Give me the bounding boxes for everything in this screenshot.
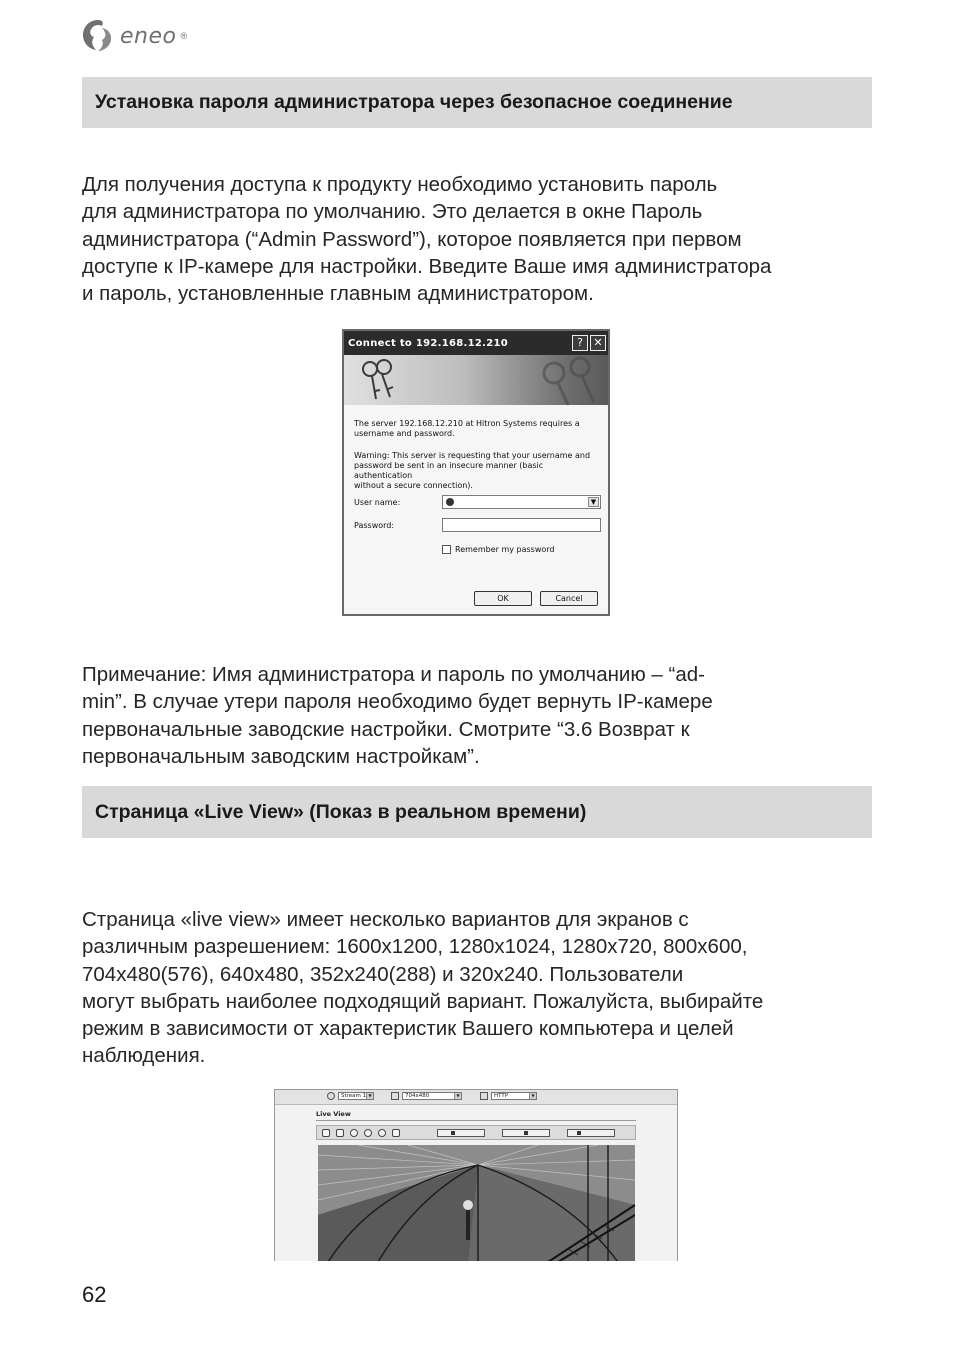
logo-wordmark: eneo — [120, 23, 177, 49]
message-line: The server 192.168.12.210 at Hitron Systems requires a — [354, 419, 580, 428]
volume-slider[interactable] — [437, 1129, 485, 1137]
ok-button[interactable]: OK — [474, 591, 532, 606]
dialog-body — [344, 405, 608, 614]
remember-checkbox[interactable] — [442, 545, 451, 554]
paragraph-line: доступе к IP-камере для настройки. Введите Ваше имя администратора — [82, 254, 772, 278]
eneo-logo-mark-icon — [80, 18, 116, 54]
monitor-icon — [391, 1092, 399, 1100]
zoom-in-icon[interactable] — [364, 1129, 372, 1137]
paragraph-line: Страница «live view» имеет несколько вариантов для экранов с — [82, 908, 689, 931]
warning-line: Warning: This server is requesting that your username and — [354, 451, 591, 460]
warning-line: password be sent in an insecure manner (basic authentication — [354, 461, 544, 480]
slider-knob[interactable] — [451, 1131, 455, 1135]
dialog-title: Connect to 192.168.12.210 — [348, 337, 508, 349]
chevron-down-icon[interactable]: ▼ — [588, 497, 599, 507]
username-label: User name: — [354, 498, 401, 507]
warning-message — [354, 451, 602, 491]
eneo-logo — [80, 18, 187, 54]
warning-line: without a secure connection). — [354, 481, 473, 490]
slider-knob[interactable] — [577, 1131, 581, 1135]
contrast-slider[interactable] — [502, 1129, 550, 1137]
chevron-down-icon: ▼ — [454, 1093, 461, 1099]
live-view-topbar — [275, 1090, 677, 1105]
password-label: Password: — [354, 521, 395, 530]
note-line: первоначальные заводские настройки. Смотрите “3.6 Возврат к — [82, 717, 690, 741]
paragraph-line: различным разрешением: 1600x1200, 1280x1024, 1280x720, 800x600, — [82, 935, 748, 959]
live-view-paragraph — [82, 906, 882, 1070]
section-heading-text: Установка пароля администратора через безопасное соединение — [95, 91, 733, 113]
record-icon[interactable] — [392, 1129, 400, 1137]
snapshot-icon[interactable] — [350, 1129, 358, 1137]
login-dialog-screenshot — [342, 329, 610, 616]
section-heading-admin-password — [82, 77, 872, 128]
cancel-button[interactable]: Cancel — [540, 591, 598, 606]
server-message — [354, 419, 602, 439]
paragraph-line: и пароль, установленные главным администратором. — [82, 282, 594, 306]
zoom-out-icon[interactable] — [378, 1129, 386, 1137]
resolution-select-value: 704x480 — [405, 1093, 430, 1099]
user-icon — [446, 498, 454, 506]
username-field[interactable] — [442, 495, 601, 509]
chevron-down-icon: ▼ — [366, 1093, 373, 1099]
keys-icon — [344, 355, 608, 405]
paragraph-line: могут выбрать наиболее подходящий вариант. Пожалуйста, выбирайте — [82, 989, 764, 1013]
live-view-screenshot — [274, 1089, 678, 1261]
stream-icon — [327, 1092, 335, 1100]
network-icon — [480, 1092, 488, 1100]
video-frame-image — [318, 1145, 635, 1261]
stream-select-value: Stream 1 — [341, 1093, 367, 1099]
protocol-select[interactable] — [491, 1092, 537, 1100]
brightness-slider[interactable] — [567, 1129, 615, 1137]
logo-registered-mark: ® — [180, 31, 188, 41]
note-paragraph — [82, 661, 882, 770]
help-button[interactable]: ? — [572, 335, 588, 351]
dialog-banner — [344, 355, 608, 405]
note-line: Примечание: Имя администратора и пароль по умолчанию – “ad- — [82, 663, 705, 686]
paragraph-line: режим в зависимости от характеристик Вашего компьютера и целей — [82, 1017, 734, 1041]
paragraph-line: наблюдения. — [82, 1044, 206, 1068]
dialog-titlebar — [344, 331, 608, 355]
stream-select[interactable] — [338, 1092, 374, 1100]
title-divider — [316, 1120, 636, 1121]
close-button[interactable]: ✕ — [590, 335, 606, 351]
resolution-select[interactable] — [402, 1092, 462, 1100]
intro-paragraph — [82, 171, 882, 307]
note-line: min”. В случае утери пароля необходимо будет вернуть IP-камере — [82, 690, 713, 714]
paragraph-line: Для получения доступа к продукту необходимо установить пароль — [82, 173, 718, 196]
paragraph-line: для администратора по умолчанию. Это делается в окне Пароль — [82, 200, 703, 224]
paragraph-line: 704x480(576), 640x480, 352x240(288) и 320x240. Пользователи — [82, 962, 684, 986]
note-line: первоначальным заводским настройкам”. — [82, 744, 480, 768]
protocol-select-value: HTTP — [494, 1093, 509, 1099]
password-field[interactable] — [442, 518, 601, 532]
play-icon[interactable] — [322, 1129, 330, 1137]
page-number: 62 — [82, 1282, 107, 1307]
section-heading-text: Страница «Live View» (Показ в реальном времени) — [95, 800, 587, 823]
camera-video-feed — [318, 1145, 635, 1261]
slider-knob[interactable] — [524, 1131, 528, 1135]
paragraph-line: администратора (“Admin Password”), которое появляется при первом — [82, 227, 742, 251]
live-view-title: Live View — [316, 1110, 351, 1118]
stop-icon[interactable] — [336, 1129, 344, 1137]
remember-label: Remember my password — [455, 545, 555, 554]
control-bar — [316, 1125, 636, 1140]
message-line: username and password. — [354, 429, 455, 438]
section-heading-live-view — [82, 786, 872, 838]
chevron-down-icon: ▼ — [529, 1093, 536, 1099]
